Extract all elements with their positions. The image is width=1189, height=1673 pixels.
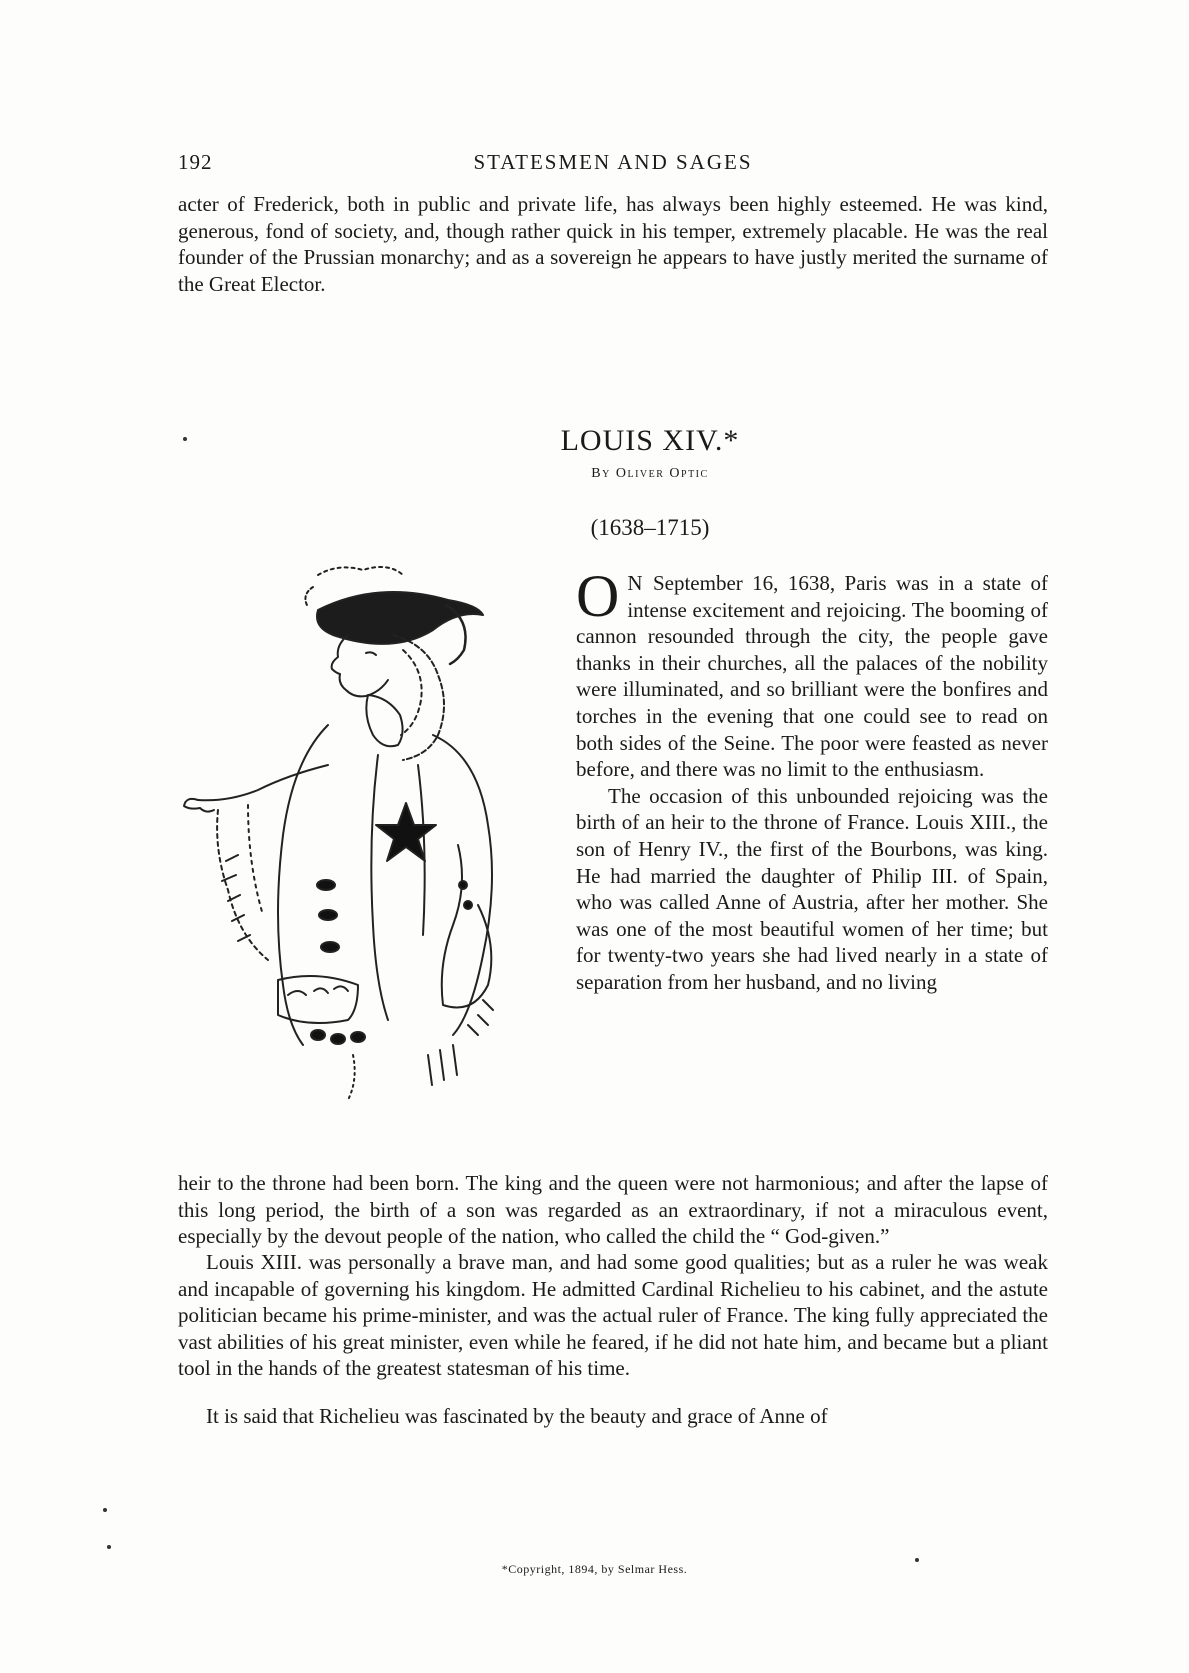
drop-cap: O	[576, 563, 620, 629]
remaining-text	[178, 1228, 1048, 1451]
running-head	[178, 150, 1048, 180]
paragraph-3: Louis XIII. was personally a brave man, and had some good qualities; but as a ruler he was weak and incapable of governing his kingdom. He admitted Cardinal Richelieu to his cabinet, and the astute politician became his prime-minister, and was the actual ruler of France. The king fully appreciated the vast abilities of his great minister, even while he feared, if he did not hate him, and became but a pliant tool in the hands of the greatest statesman of his time.	[178, 1250, 1048, 1381]
stray-mark	[107, 1545, 111, 1549]
paragraph-4: It is said that Richelieu was fascinated by the beauty and grace of Anne of	[206, 1403, 828, 1428]
running-title: STATESMEN AND SAGES	[473, 150, 753, 174]
paragraph-2-column: The occasion of this unbounded rejoicing was the birth of an heir to the throne of France. Louis XIII., the son of Henry IV., the first of the Bourbons, was king. He had married the daughter of Philip III. of Spain, who was called Anne of Austria, after her mother. She was one of the most beautiful women of her time; but for twenty-two years she had lived nearly in a state of separation from her husband, and no living	[576, 783, 1048, 994]
life-dates: (1638–1715)	[590, 515, 710, 540]
article-title: LOUIS XIV.*	[560, 424, 740, 457]
stray-mark	[103, 1508, 107, 1512]
paragraph-1: September 16, 1638, Paris was in a state of intense excitement and rejoicing. The booming of cannon resounded through the city, the people gave thanks in their churches, all the palaces of the nobility were illuminated, and so brilliant were the bonfires and torches in the evening that one could see to read on both sides of the Seine. The poor were feasted as never before, and there was no limit to the enthusiasm.	[576, 571, 1048, 782]
byline: By Oliver Optic	[591, 466, 709, 481]
copyright-footnote: *Copyright, 1894, by Selmar Hess.	[501, 1562, 688, 1576]
opening-column	[576, 563, 1048, 996]
portrait-illustration	[178, 555, 578, 1140]
page-number: 192	[178, 150, 213, 174]
paragraph-2-full: heir to the throne had been born. The king and the queen were not harmonious; and after the lapse of this long period, the birth of a son was regarded as an extraordinary, if not a miraculous event, especially by the devout people of the nation, who called the child the “ God-given.”	[178, 1171, 1048, 1249]
first-word-rest: N	[627, 571, 644, 595]
stray-mark	[183, 437, 187, 441]
opening-paragraph: acter of Frederick, both in public and private life, has always been highly esteemed. He was kind, generous, fond of society, and, though rather quick in his temper, extremely placable. He was the real founder of the Prussian monarchy; and as a sovereign he appears to have justly merited the surname of the Great Elector.	[178, 192, 1048, 296]
